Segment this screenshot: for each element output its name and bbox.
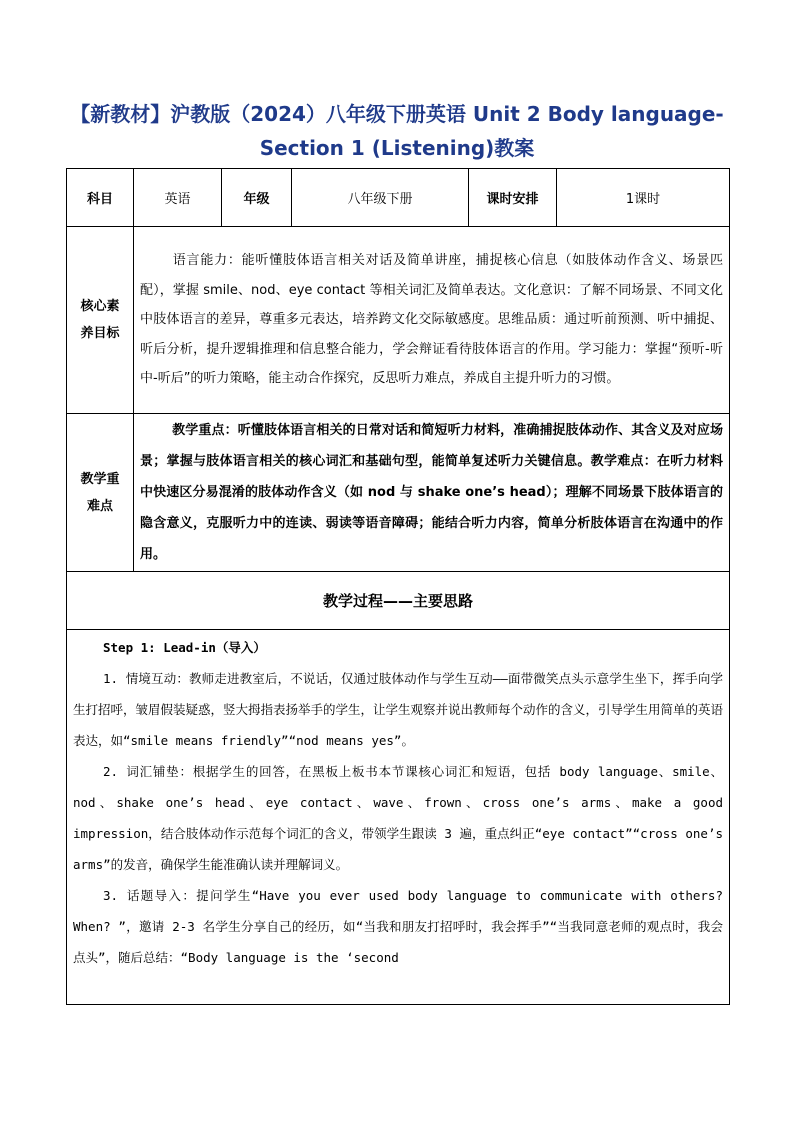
core-goals-row <box>67 227 730 414</box>
header-row <box>67 169 730 227</box>
period-value: 1课时 <box>557 169 730 227</box>
period-label: 课时安排 <box>469 169 557 227</box>
process-cell <box>67 630 730 1005</box>
grade-label: 年级 <box>222 169 292 227</box>
grade-value: 八年级下册 <box>292 169 469 227</box>
core-goals-cell <box>134 227 730 414</box>
core-goals-label: 核心素养目标 <box>67 227 134 414</box>
subject-label: 科目 <box>67 169 134 227</box>
process-item-1: 1. 情境互动：教师走进教室后，不说话，仅通过肢体动作与学生互动——面带微笑点头示意学生坐下，挥手向学生打招呼，皱眉假装疑惑，竖大拇指表扬举手的学生，让学生观察并说出教师每个动作的含义，引导学生用简单的英语表达，如“smile means friendly”“nod means yes”。 <box>73 671 724 748</box>
key-points-row <box>67 414 730 572</box>
process-item-2: 2. 词汇铺垫：根据学生的回答，在黑板上板书本节课核心词汇和短语，包括 body language、smile、nod、shake one’s head、eye contact、wave、frown、cross one’s arms、make a good impression，结合肢体动作示范每个词汇的含义，带领学生跟读 3 遍，重点纠正“eye contact”“cross one’s arms”的发音，确保学生能准确认读并理解词义。 <box>73 764 723 872</box>
lesson-plan-table <box>66 168 730 1005</box>
subject-value: 英语 <box>134 169 222 227</box>
key-points-text: 教学重点：听懂肢体语言相关的日常对话和简短听力材料，准确捕捉肢体动作、其含义及对应场景；掌握与肢体语言相关的核心词汇和基础句型，能简单复述听力关键信息。教学难点：在听力材料中快速区分易混淆的肢体动作含义（如 nod 与 shake one’s head）；理解不同场景下肢体语言的隐含意义，克服听力中的连读、弱读等语音障碍；能结合听力内容，简单分析肢体语言在沟通中的作用。 <box>140 423 723 562</box>
process-item-3: 3. 话题导入：提问学生“Have you ever used body language to communicate with others? When? ”，邀请 2-3 名学生分享自己的经历，如“当我和朋友打招呼时，我会挥手”“当我同意老师的观点时，我会点头”，随后总结：“Body language is the ‘second <box>73 888 723 965</box>
key-points-label: 教学重难点 <box>67 414 134 572</box>
key-points-cell <box>134 414 730 572</box>
core-goals-text: 语言能力：能听懂肢体语言相关对话及简单讲座，捕捉核心信息（如肢体动作含义、场景匹配），掌握 smile、nod、eye contact 等相关词汇及简单表达。文化意识：了解不同场景、不同文化中肢体语言的差异，尊重多元表达，培养跨文化交际敏感度。思维品质：通过听前预测、听中捕捉、听后分析，提升逻辑推理和信息整合能力，学会辩证看待肢体语言的作用。学习能力：掌握“预听-听中-听后”的听力策略，能主动合作探究，反思听力难点，养成自主提升听力的习惯。 <box>140 253 723 387</box>
process-title: 教学过程——主要思路 <box>67 572 730 630</box>
document-title: 【新教材】沪教版（2024）八年级下册英语 Unit 2 Body language-Section 1 (Listening)教案 <box>70 102 724 160</box>
process-title-row <box>67 572 730 630</box>
process-row <box>67 630 730 1005</box>
step1-heading: Step 1: Lead-in（导入） <box>103 640 266 655</box>
